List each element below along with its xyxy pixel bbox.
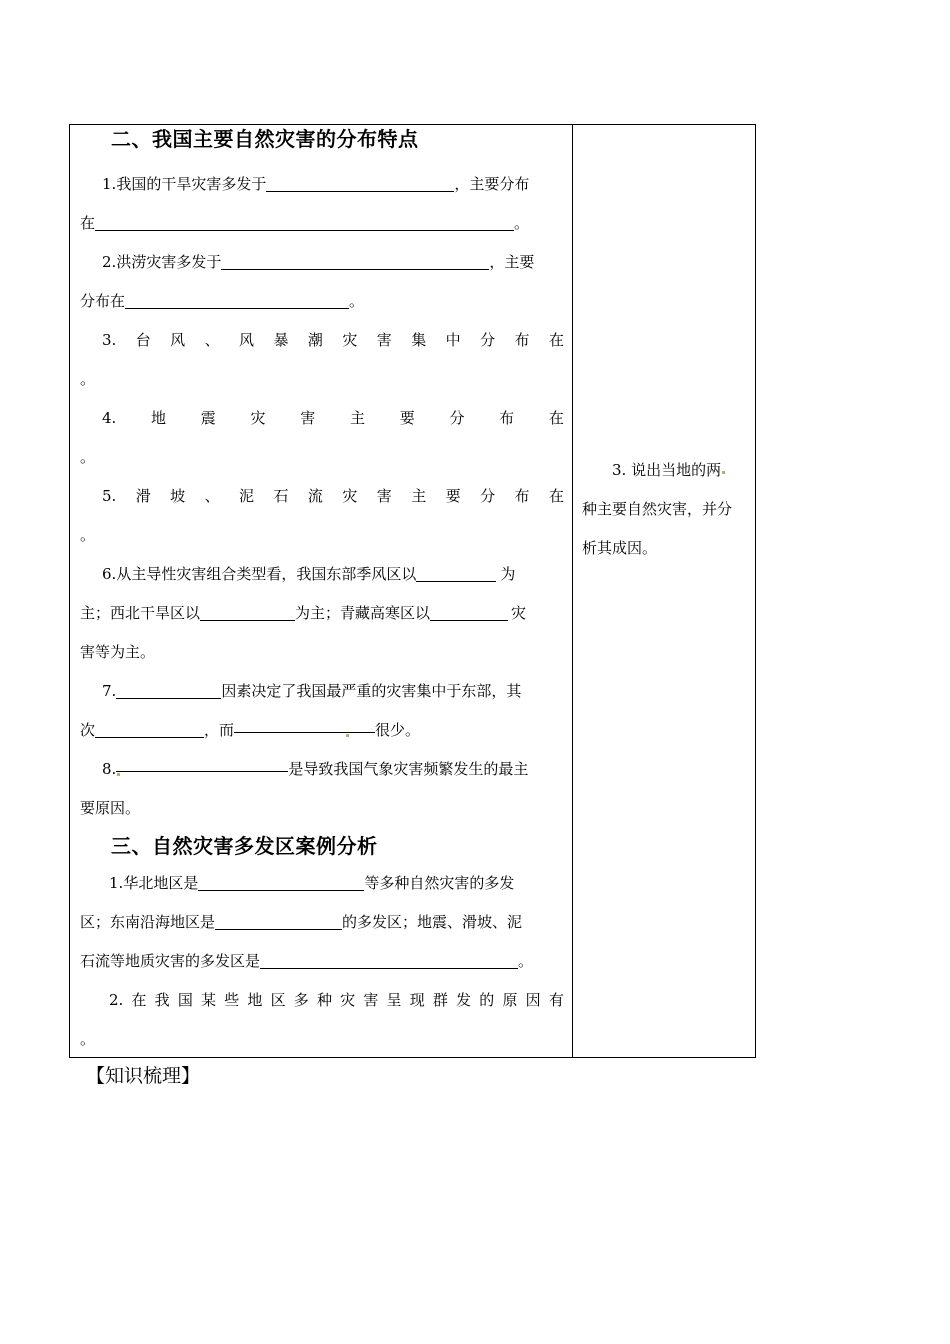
s2-q6-blank-3[interactable] bbox=[430, 602, 508, 621]
s2-q5-char: 在 bbox=[548, 487, 564, 505]
s2-q7-blank-1[interactable] bbox=[116, 680, 221, 699]
s3-q1-blank-3[interactable] bbox=[260, 950, 518, 969]
s2-q6-text-c: 主；西北干旱区以 bbox=[80, 604, 201, 622]
s2-q5-char: 主 bbox=[411, 487, 427, 505]
s2-q5-char: 害 bbox=[376, 487, 392, 505]
s2-q3-char: 集 bbox=[411, 331, 427, 349]
s2-q4-end: 。 bbox=[80, 448, 96, 466]
s2-q1-text-b: ，主要分布 bbox=[454, 175, 530, 193]
s3-q1-text-e: 石流等地质灾害的多发区是 bbox=[80, 952, 261, 970]
s3-q2-char: 因 bbox=[525, 991, 541, 1009]
s2-q4-char: 地 bbox=[151, 409, 167, 427]
worksheet-table bbox=[69, 124, 756, 1058]
s2-q5-char: 分 bbox=[480, 487, 496, 505]
s2-q6-text-a: 从主导性灾害组合类型看，我国东部季风区以 bbox=[116, 565, 417, 583]
s3-q1-line1 bbox=[80, 864, 564, 903]
s2-q6-blank-2[interactable] bbox=[200, 602, 295, 621]
s2-q6-text-e: 灾 bbox=[511, 604, 527, 622]
s2-q1-text-d: 。 bbox=[514, 214, 530, 232]
s2-q7-line2 bbox=[80, 711, 564, 750]
s2-q6-text-b: 为 bbox=[500, 565, 516, 583]
right-line-2: 种主要自然灾害，并分 bbox=[582, 500, 733, 518]
s3-q1-line2 bbox=[80, 903, 564, 942]
mark-dot bbox=[117, 773, 120, 776]
right-line-3: 析其成因。 bbox=[582, 539, 658, 557]
s2-q1-text-c: 在 bbox=[80, 214, 96, 232]
s2-q4-char: 灾 bbox=[250, 409, 266, 427]
s2-q3-line1 bbox=[80, 321, 564, 360]
s3-q2-char: 群 bbox=[432, 991, 448, 1009]
s2-q3-char: 害 bbox=[376, 331, 392, 349]
s2-q7-num: 7. bbox=[102, 682, 117, 700]
s2-q8-text-a: 是导致我国气象灾害频繁发生的最主 bbox=[288, 760, 529, 778]
s2-q2-num: 2. bbox=[102, 253, 117, 271]
s2-q2-text-d: 。 bbox=[349, 292, 365, 310]
s2-q7-blank-3[interactable] bbox=[234, 714, 375, 733]
s2-q1-num: 1. bbox=[102, 175, 117, 193]
s2-q4-char: 震 bbox=[200, 409, 216, 427]
s2-q2-text-a: 洪涝灾害多发于 bbox=[116, 253, 222, 271]
s2-q7-text-c: ，而 bbox=[204, 721, 235, 739]
s2-q1-blank-2[interactable] bbox=[95, 212, 514, 231]
s3-q1-text-d: 的多发区；地震、滑坡、泥 bbox=[342, 913, 523, 931]
s3-q1-blank-2[interactable] bbox=[215, 911, 342, 930]
s2-q5-char: 灾 bbox=[342, 487, 358, 505]
s2-q1-blank-1[interactable] bbox=[266, 173, 454, 192]
s2-q5-char: 坡 bbox=[170, 487, 186, 505]
s3-q2-char: 的 bbox=[479, 991, 495, 1009]
s2-q7-line1 bbox=[80, 672, 564, 711]
s2-q6-num: 6. bbox=[102, 565, 117, 583]
s2-q5-end: 。 bbox=[80, 526, 96, 544]
knowledge-summary-label: 【知识梳理】 bbox=[86, 1065, 201, 1087]
s2-q3-end: 。 bbox=[80, 370, 96, 388]
right-column bbox=[582, 451, 750, 568]
s3-q1-text-a: 华北地区是 bbox=[123, 874, 199, 892]
s3-q2-char: 地 bbox=[247, 991, 263, 1009]
s2-q5-char: 、 bbox=[204, 487, 220, 505]
s2-q6-line1 bbox=[80, 555, 564, 594]
s2-q3-char: 分 bbox=[480, 331, 496, 349]
s2-q5-char: 石 bbox=[273, 487, 289, 505]
s2-q5-char: 要 bbox=[445, 487, 461, 505]
s2-q7-blank-2[interactable] bbox=[95, 719, 204, 738]
s2-q4-char: 害 bbox=[300, 409, 316, 427]
s2-q5-char: 滑 bbox=[135, 487, 151, 505]
s2-q6-blank-1[interactable] bbox=[416, 563, 496, 582]
s2-q8-num: 8. bbox=[102, 760, 117, 778]
s2-q3-char: 潮 bbox=[307, 331, 323, 349]
s2-q8-line2: 要原因。 bbox=[80, 799, 141, 817]
s2-q3-char: 风 bbox=[170, 331, 186, 349]
s3-q2-char: 害 bbox=[363, 991, 379, 1009]
s3-q2-char: 有 bbox=[548, 991, 564, 1009]
s2-q3-char: 中 bbox=[445, 331, 461, 349]
s2-q3-char: 风 bbox=[239, 331, 255, 349]
s2-q3-char: 3. bbox=[102, 331, 117, 349]
s3-q2-char: 多 bbox=[293, 991, 309, 1009]
right-line-1: 3. 说出当地的两 bbox=[582, 451, 750, 490]
s2-q1-text-a: 我国的干旱灾害多发于 bbox=[116, 175, 267, 193]
mark-dot bbox=[722, 471, 725, 474]
s3-q1-text-f: 。 bbox=[518, 952, 534, 970]
s2-q5-char: 布 bbox=[514, 487, 530, 505]
s2-q2-blank-2[interactable] bbox=[125, 290, 349, 309]
s2-q2-text-b: ，主要 bbox=[489, 253, 535, 271]
s2-q4-char: 在 bbox=[548, 409, 564, 427]
s3-q2-char: 发 bbox=[456, 991, 472, 1009]
s3-q1-text-c: 区；东南沿海地区是 bbox=[80, 913, 216, 931]
s2-q7-text-b: 次 bbox=[80, 721, 96, 739]
s2-q3-char: 灾 bbox=[342, 331, 358, 349]
s3-q2-char: 些 bbox=[224, 991, 240, 1009]
s3-q2-char: 2. bbox=[109, 991, 124, 1009]
s3-q2-char: 我 bbox=[154, 991, 170, 1009]
s2-q8-line1 bbox=[80, 750, 564, 789]
s2-q6-text-d: 为主；青藏高寒区以 bbox=[295, 604, 431, 622]
s3-q2-char: 种 bbox=[316, 991, 332, 1009]
s3-q2-char: 原 bbox=[502, 991, 518, 1009]
s2-q4-line1 bbox=[80, 399, 564, 438]
column-divider bbox=[572, 125, 573, 1057]
s2-q2-text-c: 分布在 bbox=[80, 292, 126, 310]
s3-q2-char: 现 bbox=[409, 991, 425, 1009]
s2-q4-char: 主 bbox=[349, 409, 365, 427]
s3-q1-blank-1[interactable] bbox=[198, 872, 364, 891]
s3-q1-line3 bbox=[80, 942, 564, 981]
s2-q8-blank-1[interactable] bbox=[116, 753, 288, 772]
s2-q1-line2 bbox=[80, 204, 564, 243]
s3-q1-num: 1. bbox=[109, 874, 124, 892]
s2-q3-char: 、 bbox=[204, 331, 220, 349]
s2-q5-char: 泥 bbox=[239, 487, 255, 505]
mark-dot bbox=[346, 734, 349, 737]
s2-q1-line1 bbox=[80, 165, 564, 204]
s2-q4-char: 4. bbox=[102, 409, 117, 427]
section2-heading: 二、我国主要自然灾害的分布特点 bbox=[111, 127, 419, 151]
s2-q4-char: 布 bbox=[499, 409, 515, 427]
s2-q6-line2 bbox=[80, 594, 564, 633]
s2-q7-text-d: 很少。 bbox=[375, 721, 421, 739]
s2-q2-line1 bbox=[80, 243, 564, 282]
s3-q1-text-b: 等多种自然灾害的多发 bbox=[364, 874, 515, 892]
s2-q5-char: 5. bbox=[102, 487, 117, 505]
s2-q7-text-a: 因素决定了我国最严重的灾害集中于东部，其 bbox=[221, 682, 522, 700]
s3-q2-char: 某 bbox=[201, 991, 217, 1009]
s2-q5-char: 流 bbox=[307, 487, 323, 505]
s3-q2-char: 灾 bbox=[340, 991, 356, 1009]
s3-q2-char: 在 bbox=[131, 991, 147, 1009]
s2-q3-char: 台 bbox=[135, 331, 151, 349]
left-column bbox=[80, 125, 564, 1059]
s3-q2-char: 区 bbox=[270, 991, 286, 1009]
s2-q2-line2 bbox=[80, 282, 564, 321]
s2-q6-line3: 害等为主。 bbox=[80, 643, 156, 661]
s3-q2-end: 。 bbox=[80, 1030, 96, 1048]
s3-q2-char: 国 bbox=[177, 991, 193, 1009]
s3-q2-line1 bbox=[80, 981, 564, 1020]
s2-q2-blank-1[interactable] bbox=[221, 251, 489, 270]
s2-q3-char: 暴 bbox=[273, 331, 289, 349]
s2-q3-char: 布 bbox=[514, 331, 530, 349]
s3-q2-char: 呈 bbox=[386, 991, 402, 1009]
s2-q5-line1 bbox=[80, 477, 564, 516]
s2-q3-char: 在 bbox=[548, 331, 564, 349]
s2-q4-char: 分 bbox=[449, 409, 465, 427]
section3-heading: 三、自然灾害多发区案例分析 bbox=[111, 834, 378, 858]
s2-q4-char: 要 bbox=[399, 409, 415, 427]
